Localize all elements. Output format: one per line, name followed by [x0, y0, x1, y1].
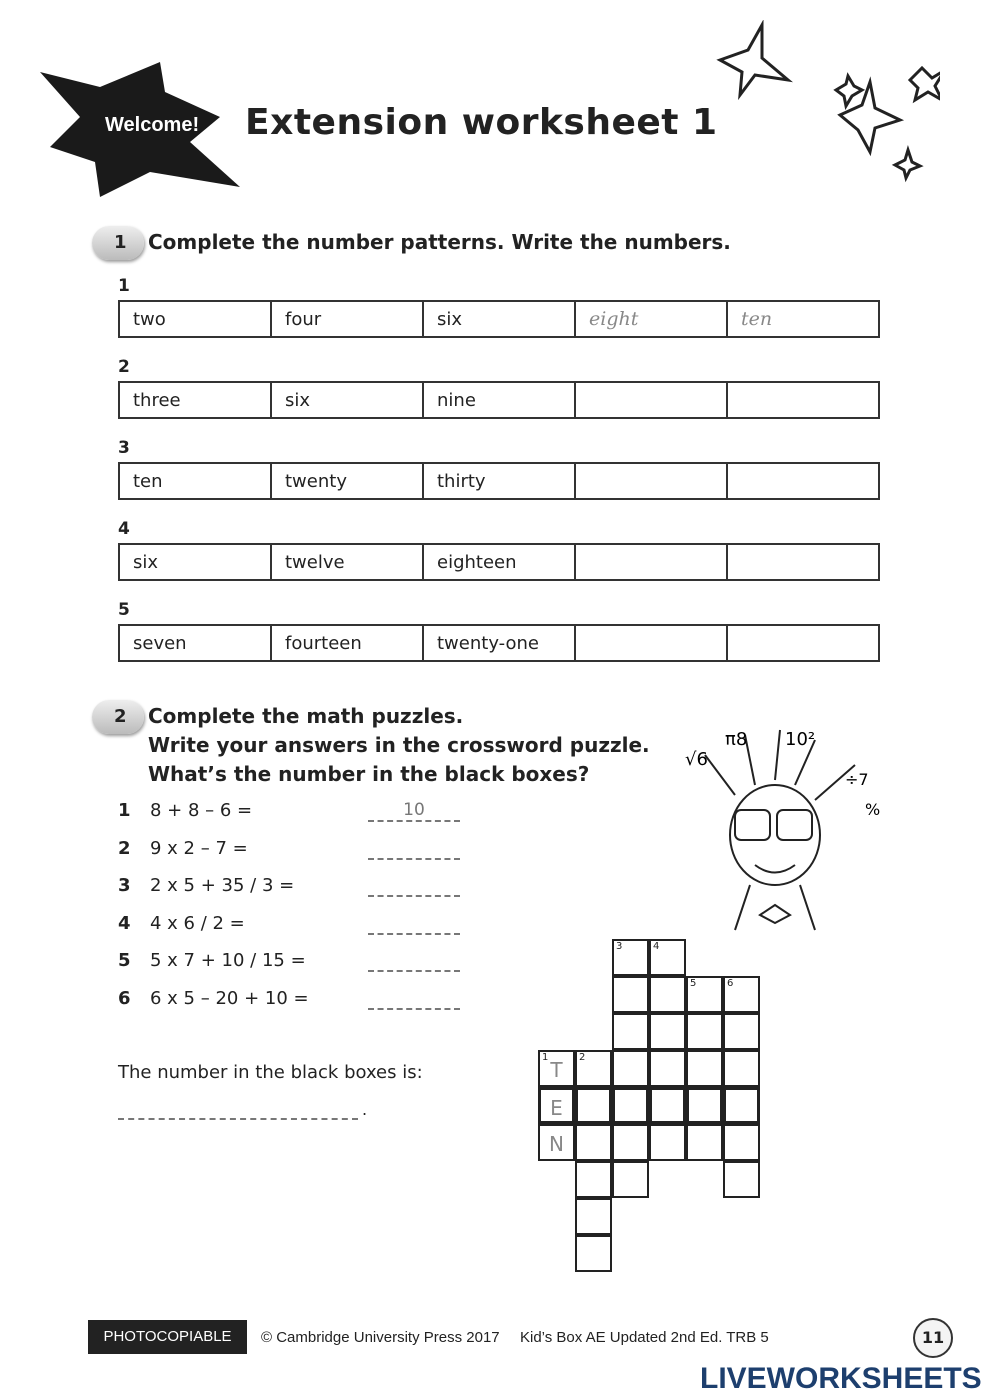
math-answer-field[interactable]	[368, 913, 460, 935]
math-answer-field[interactable]: 10	[368, 800, 460, 822]
pattern-cell: six	[423, 301, 575, 337]
crossword-cell[interactable]	[575, 1050, 612, 1087]
pattern-answer-field[interactable]	[727, 463, 879, 499]
pattern-cell: twenty	[271, 463, 423, 499]
pattern-answer-field[interactable]	[727, 544, 879, 580]
crossword-cell[interactable]	[686, 976, 723, 1013]
scientist-illustration-icon	[665, 715, 905, 935]
crossword-black-box-cell[interactable]	[686, 1087, 723, 1124]
crossword-black-box-cell[interactable]	[612, 1087, 649, 1124]
crossword-black-box-cell[interactable]	[575, 1087, 612, 1124]
crossword-cell[interactable]	[612, 976, 649, 1013]
crossword-cell[interactable]	[649, 939, 686, 976]
exercise-1-number: 1	[92, 226, 144, 260]
math-question	[118, 988, 309, 1009]
pattern-cell: seven	[119, 625, 271, 661]
pattern-row-number: 5	[118, 600, 130, 620]
math-answer-field[interactable]	[368, 838, 460, 860]
pattern-cell: twenty-one	[423, 625, 575, 661]
page-number: 11	[913, 1318, 953, 1358]
math-question	[118, 950, 306, 971]
crossword-cell[interactable]	[612, 1013, 649, 1050]
question-expression: 2 x 5 + 35 / 3 =	[150, 875, 295, 896]
crossword-cell[interactable]	[612, 1050, 649, 1087]
crossword-letter: T	[550, 1058, 563, 1082]
pattern-row	[118, 462, 880, 500]
pattern-cell: six	[271, 382, 423, 418]
page-title: Extension worksheet 1	[245, 102, 718, 143]
question-expression: 5 x 7 + 10 / 15 =	[150, 950, 306, 971]
crossword-cell[interactable]	[538, 1050, 575, 1087]
crossword-cell[interactable]	[612, 1161, 649, 1198]
crossword-cell[interactable]	[575, 1235, 612, 1272]
worksheet-page: Welcome! Extension worksheet 1 1 Complete the number patterns. Write the numbers. 1 two four six eight ten 2 three six nine 3 ten twenty thirty 4 six twelve eighteen 5 seven fourteen twenty-one 2 Complete the math puzzles. Write your answers in the crossword puzzle. What’s the number in the black boxes? 1 8 + 8 – 6 = 10 2 9 x 2 – 7 = 3 2 x 5 + 35 / 3 = 4 4 x 6 / 2 = 5 5 x 7 + 10 / 15 = 6 6 x 5 – 20 + 10 = The number in the black boxes is: . √6 π8 10² ÷7 % 3 4 5 6 1 T 2 E N PHOTOCOPIABLE © Cambridge University Press 2017 Kid’s Box AE Updated 2nd Ed. TRB 5 11 LIVEWORKSHEETS	[0, 0, 1000, 1400]
svg-text:%: %	[865, 800, 881, 819]
clue-number: 6	[727, 978, 734, 989]
exercise-1-instruction: Complete the number patterns. Write the numbers.	[148, 230, 731, 254]
crossword-cell[interactable]	[649, 1050, 686, 1087]
pattern-cell: nine	[423, 382, 575, 418]
crossword-cell[interactable]	[686, 1124, 723, 1161]
instruction-line: Write your answers in the crossword puzzle.	[148, 733, 650, 757]
pattern-answer-field[interactable]: eight	[575, 301, 727, 337]
svg-text:10²: 10²	[785, 729, 816, 750]
black-box-answer-field[interactable]	[118, 1098, 358, 1120]
crossword-cell[interactable]	[723, 1050, 760, 1087]
pattern-cell: eighteen	[423, 544, 575, 580]
question-number: 3	[118, 875, 131, 896]
crossword-cell[interactable]	[686, 1013, 723, 1050]
crossword-cell[interactable]	[686, 1050, 723, 1087]
crossword-black-box-cell[interactable]	[723, 1087, 760, 1124]
crossword-black-box-cell[interactable]	[538, 1087, 575, 1124]
pattern-row-number: 2	[118, 357, 130, 377]
photocopiable-badge: PHOTOCOPIABLE	[88, 1320, 247, 1354]
math-question	[118, 875, 294, 896]
crossword-letter: N	[549, 1132, 564, 1156]
question-number: 5	[118, 950, 131, 971]
black-box-prompt: The number in the black boxes is:	[118, 1062, 423, 1083]
pattern-cell: four	[271, 301, 423, 337]
pattern-row	[118, 543, 880, 581]
exercise-2-number: 2	[92, 700, 144, 734]
question-expression: 4 x 6 / 2 =	[150, 912, 245, 934]
pattern-answer-field[interactable]	[575, 382, 727, 418]
pattern-cell: three	[119, 382, 271, 418]
question-number: 4	[118, 912, 131, 934]
pattern-answer-field[interactable]	[575, 463, 727, 499]
crossword-letter: E	[550, 1096, 563, 1120]
crossword-cell[interactable]	[575, 1198, 612, 1235]
question-expression: 8 + 8 – 6 =	[150, 800, 253, 821]
clue-number: 2	[579, 1052, 586, 1063]
stars-icon	[710, 20, 940, 190]
pattern-answer-field[interactable]	[575, 625, 727, 661]
pattern-cell: twelve	[271, 544, 423, 580]
svg-text:√6: √6	[685, 749, 708, 770]
crossword-cell[interactable]	[538, 1124, 575, 1161]
crossword-cell[interactable]	[575, 1161, 612, 1198]
crossword-cell[interactable]	[612, 939, 649, 976]
pattern-answer-field[interactable]: ten	[727, 301, 879, 337]
pattern-cell: thirty	[423, 463, 575, 499]
pattern-cell: six	[119, 544, 271, 580]
exercise-2-instructions	[148, 702, 650, 789]
welcome-badge: Welcome!	[105, 114, 200, 136]
crossword-cell[interactable]	[649, 1013, 686, 1050]
question-number: 1	[118, 800, 131, 821]
pattern-answer-field[interactable]	[575, 544, 727, 580]
pattern-row	[118, 381, 880, 419]
math-answer-field[interactable]	[368, 950, 460, 972]
math-question	[118, 800, 252, 821]
crossword-cell[interactable]	[612, 1124, 649, 1161]
pattern-row-number: 4	[118, 519, 130, 539]
crossword-cell[interactable]	[723, 1161, 760, 1198]
math-question	[118, 838, 248, 859]
clue-number: 5	[690, 978, 697, 989]
pattern-row	[118, 624, 880, 662]
math-answer-field[interactable]	[368, 875, 460, 897]
pattern-answer-field[interactable]	[727, 625, 879, 661]
svg-text:÷7: ÷7	[845, 770, 869, 789]
crossword-cell[interactable]	[723, 976, 760, 1013]
clue-number: 4	[653, 941, 660, 952]
crossword-cell[interactable]	[649, 976, 686, 1013]
math-answer-field[interactable]	[368, 988, 460, 1010]
instruction-line: Complete the math puzzles.	[148, 704, 464, 728]
clue-number: 3	[616, 941, 623, 952]
pattern-row	[118, 300, 880, 338]
question-expression: 6 x 5 – 20 + 10 =	[150, 987, 309, 1009]
pattern-cell: two	[119, 301, 271, 337]
pattern-row-number: 1	[118, 276, 130, 296]
crossword-cell[interactable]	[723, 1124, 760, 1161]
crossword-black-box-cell[interactable]	[649, 1087, 686, 1124]
clue-number: 1	[542, 1052, 549, 1063]
crossword-cell[interactable]	[723, 1013, 760, 1050]
pattern-row-number: 3	[118, 438, 130, 458]
liveworksheets-logo: LIVEWORKSHEETS	[700, 1362, 982, 1395]
math-question	[118, 913, 245, 934]
question-number: 6	[118, 987, 131, 1009]
pattern-answer-field[interactable]	[727, 382, 879, 418]
pattern-cell: ten	[119, 463, 271, 499]
crossword-cell[interactable]	[649, 1124, 686, 1161]
instruction-line: What’s the number in the black boxes?	[148, 762, 590, 786]
svg-text:π8: π8	[725, 729, 748, 750]
book-title: Kid’s Box AE Updated 2nd Ed. TRB 5	[520, 1329, 769, 1346]
question-expression: 9 x 2 – 7 =	[150, 837, 248, 859]
copyright-text: © Cambridge University Press 2017	[261, 1329, 500, 1346]
crossword-cell[interactable]	[575, 1124, 612, 1161]
pattern-cell: fourteen	[271, 625, 423, 661]
question-number: 2	[118, 837, 131, 859]
